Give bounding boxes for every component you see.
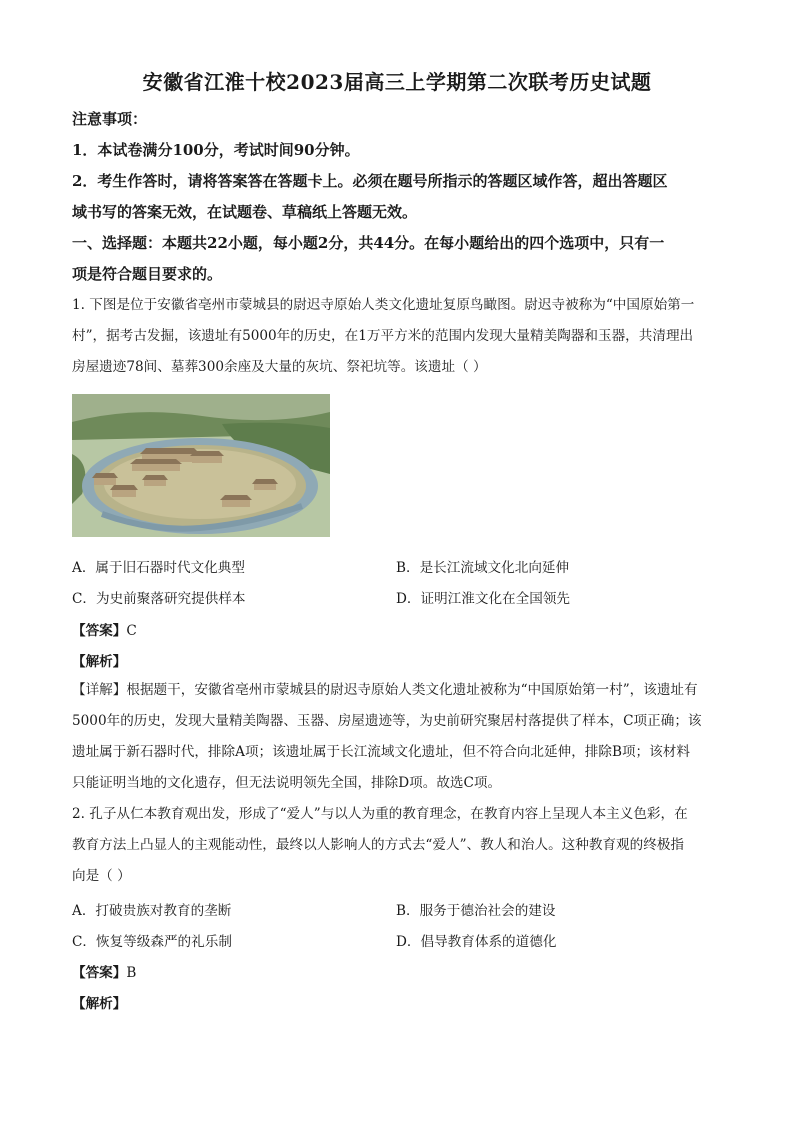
section-heading-cont: 项是符合题目要求的。: [72, 265, 223, 283]
q1-stem-line-1: 1. 下图是位于安徽省亳州市蒙城县的尉迟寺原始人类文化遗址复原鸟瞰图。尉迟寺被称为“中国原始第一: [72, 297, 695, 313]
page-title: 安徽省江淮十校2023届高三上学期第二次联考历史试题: [142, 70, 652, 94]
q1-analysis-label: 【解析】: [72, 654, 127, 670]
q1-stem-line-3: 房屋遗迹78间、墓葬300余座及大量的灰坑、祭祀坑等。该遗址（ ）: [72, 359, 487, 375]
note-2-cont: 域书写的答案无效，在试题卷、草稿纸上答题无效。: [72, 203, 418, 221]
q1-answer-value: C: [126, 623, 137, 639]
site-aerial-illustration: [72, 394, 330, 537]
q2-option-a: A．打破贵族对教育的垄断: [72, 903, 232, 919]
q1-answer: [72, 619, 137, 639]
q1-option-b: B．是长江流域文化北向延伸: [396, 560, 570, 576]
q1-detail-line-4: 只能证明当地的文化遗存，但无法说明领先全国，排除D项。故选C项。: [72, 775, 502, 791]
notes-heading: 注意事项：: [72, 110, 148, 128]
q2-stem-line-3: 向是（ ）: [72, 868, 131, 884]
q1-stem-line-2: 村”，据考古发掘，该遗址有5000年的历史，在1万平方米的范围内发现大量精美陶器和玉器，共清理出: [72, 328, 694, 344]
q2-analysis-label: 【解析】: [72, 996, 127, 1012]
section-heading: 一、选择题：本题共22小题，每小题2分，共44分。在每小题给出的四个选项中，只有一: [72, 234, 665, 252]
q2-answer: [72, 961, 136, 981]
q1-option-c: C．为史前聚落研究提供样本: [72, 591, 246, 607]
q2-answer-value: B: [126, 965, 137, 981]
q1-option-a: A．属于旧石器时代文化典型: [72, 560, 245, 576]
q2-option-c: C．恢复等级森严的礼乐制: [72, 934, 232, 950]
q1-detail-line-2: 5000年的历史，发现大量精美陶器、玉器、房屋遗迹等，为史前研究聚居村落提供了样本，C项正确；该: [72, 713, 702, 729]
q2-option-d: D．倡导教育体系的道德化: [396, 934, 557, 950]
note-1: 1．本试卷满分100分，考试时间90分钟。: [72, 141, 360, 159]
q2-stem-line-1: 2. 孔子从仁本教育观出发，形成了“爱人”与以人为重的教育理念，在教育内容上呈现人本主义色彩，在: [72, 806, 688, 822]
q2-answer-label: 【答案】: [72, 965, 127, 981]
note-2: 2．考生作答时，请将答案答在答题卡上。必须在题号所指示的答题区域作答，超出答题区: [72, 172, 668, 190]
q1-option-d: D．证明江淮文化在全国领先: [396, 591, 571, 607]
q2-option-b: B．服务于德治社会的建设: [396, 903, 556, 919]
q1-detail-line-3: 遗址属于新石器时代，排除A项；该遗址属于长江流域文化遗址，但不符合向北延伸，排除B项；该材料: [72, 744, 690, 760]
q1-answer-label: 【答案】: [72, 623, 127, 639]
q1-detail-line-1: 【详解】根据题干，安徽省亳州市蒙城县的尉迟寺原始人类文化遗址被称为“中国原始第一村”，该遗址有: [72, 682, 698, 698]
q2-stem-line-2: 教育方法上凸显人的主观能动性，最终以人影响人的方式去“爱人”、教人和治人。这种教育观的终极指: [72, 837, 685, 853]
